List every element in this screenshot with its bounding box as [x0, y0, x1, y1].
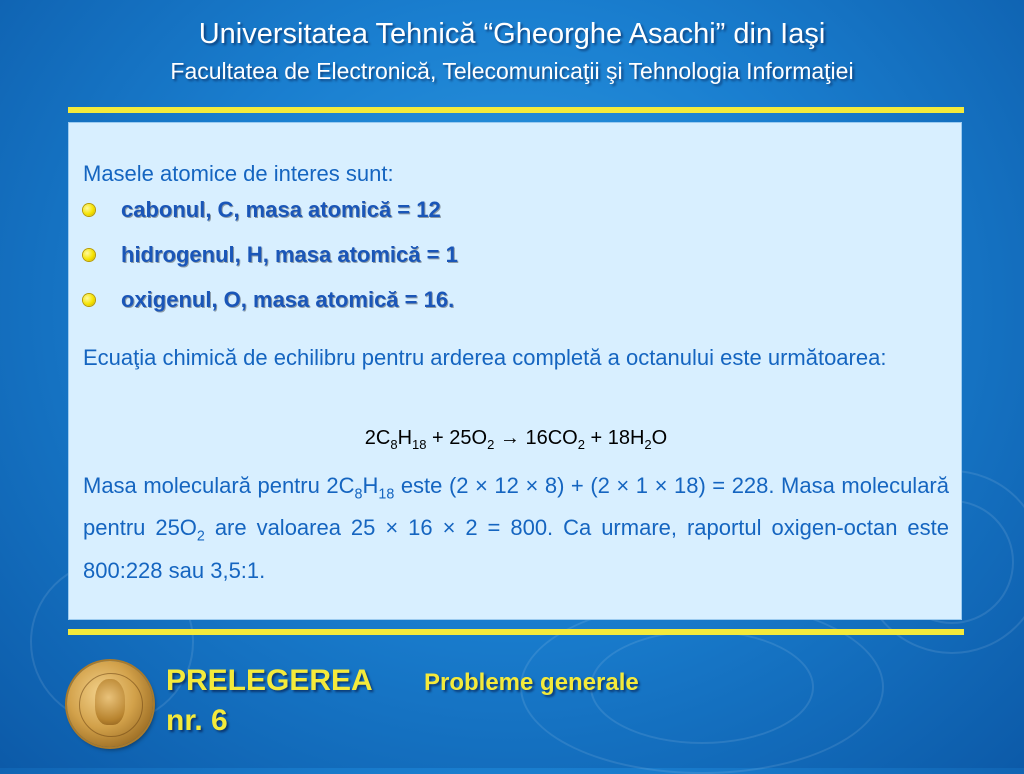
- intro-text: Masele atomice de interes sunt:: [83, 161, 394, 186]
- medal-portrait-logo: [67, 661, 153, 747]
- bullet-dot-icon: [83, 249, 95, 261]
- equation-intro-paragraph: Ecuaţia chimică de echilibru pentru arderea completă a octanului este următoarea:: [83, 345, 887, 370]
- lecture-topic: Probleme generale: [424, 669, 639, 696]
- content-panel: [68, 122, 962, 620]
- molecular-mass-paragraph: Masa moleculară pentru $2C_8H_{18}$ este (2 × 12 × 8) + (2 × 1 × 18) = 228. Masa moleculară pentru $25O_2$ are valoarea 25 × 16 × 2 = 800. Ca urmare, raportul oxigen-octan este 800:228 sau 3,5:1.: [83, 473, 949, 583]
- bullet-dot-icon: [83, 294, 95, 306]
- bullet-text: oxigenul, O, masa atomică = 16.: [121, 287, 455, 312]
- bottom-divider: [68, 629, 964, 635]
- bullet-text: hidrogenul, H, masa atomică = 1: [121, 242, 458, 267]
- bullet-dot-icon: [83, 204, 95, 216]
- lecture-number: nr. 6: [166, 704, 228, 737]
- atomic-mass-list: [83, 197, 458, 332]
- bullet-text: cabonul, C, masa atomică = 12: [121, 197, 441, 222]
- list-item: [83, 287, 458, 332]
- list-item: [83, 242, 458, 287]
- list-item: [83, 197, 458, 242]
- faculty-subtitle: Facultatea de Electronică, Telecomunicaţii şi Tehnologia Informaţiei: [170, 58, 854, 84]
- chemical-equation: $2C_8H_{18} + 25O_2 \to 16CO_2 + 18H_2O$: [364, 427, 668, 452]
- university-title: Universitatea Tehnică “Gheorghe Asachi” din Iaşi: [198, 18, 826, 50]
- medal-face: [95, 679, 125, 725]
- lecture-label: PRELEGEREA: [166, 664, 373, 697]
- top-divider: [68, 107, 964, 113]
